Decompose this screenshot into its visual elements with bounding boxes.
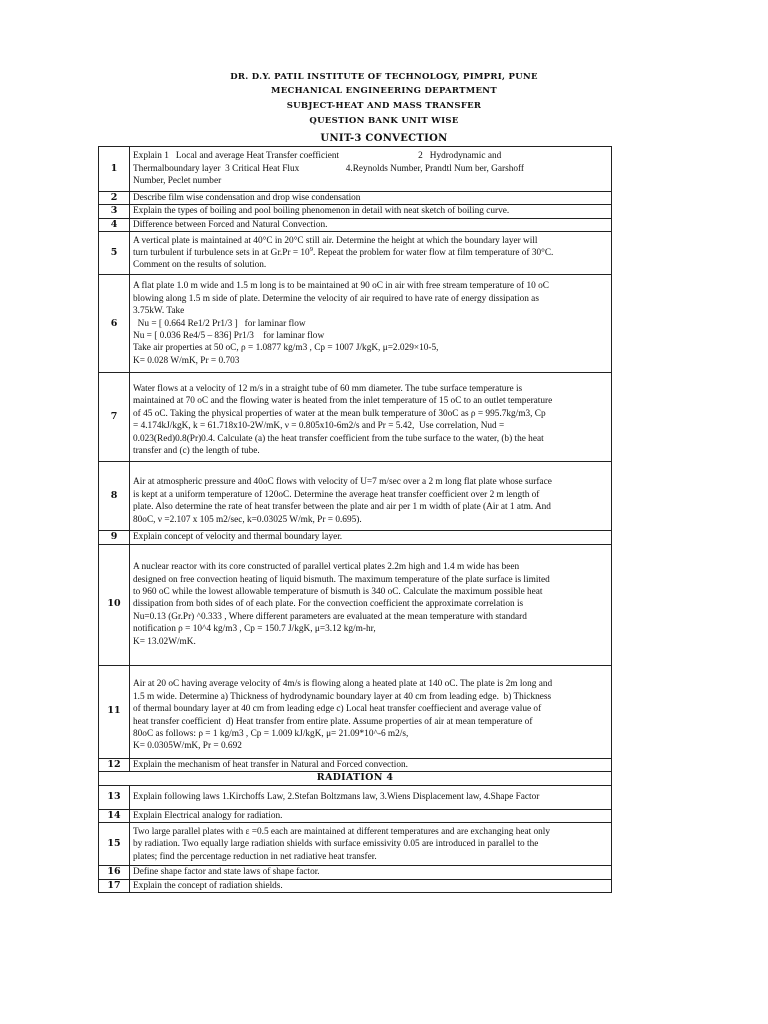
question-row — [99, 218, 612, 231]
question-text-line: Nu=0.13 (Gr.Pr) ^0.333 , Where different parameters are evaluated at the mean temperature with standard — [133, 611, 527, 622]
exponent: 9 — [309, 245, 313, 253]
question-text — [130, 232, 612, 275]
question-text-line: Explain Electrical analogy for radiation. — [133, 811, 283, 822]
question-text-line: plate. Also determine the rate of heat transfer between the plate and air per 1 m width of plate (Air at 1 atm. And — [133, 502, 551, 513]
question-row — [99, 205, 612, 218]
question-number: 6 — [99, 275, 130, 373]
question-text-line: 1.5 m wide. Determine a) Thickness of hydrodynamic boundary layer at 40 cm from leading edge. b) Thickness — [133, 691, 552, 702]
question-text — [130, 866, 612, 879]
question-number: 16 — [99, 866, 130, 879]
question-text — [130, 373, 612, 462]
question-text-line: A flat plate 1.0 m wide and 1.5 m long is to be maintained at 90 oC in air with free stream temperature of 10 oC — [133, 281, 549, 292]
subject-name: SUBJECT-HEAT AND MASS TRANSFER — [286, 101, 482, 111]
question-number: 5 — [99, 232, 130, 275]
question-text-line: is kept at a uniform temperature of 120oC. Determine the average heat transfer coefficient over 2 m length of — [133, 489, 540, 500]
question-row — [99, 462, 612, 531]
question-number: 9 — [99, 531, 130, 544]
question-text — [130, 758, 612, 771]
question-text-line — [133, 247, 608, 259]
question-text-line: notification ρ = 10^4 kg/m3 , Cp = 150.7 J/kgK, μ=3.12 kg/m-hr, — [133, 624, 376, 635]
question-row — [99, 810, 612, 823]
question-text-line: of thermal boundary layer at 40 cm from leading edge c) Local heat transfer coeffiecient and average value of — [133, 704, 542, 715]
institute-name: DR. D.Y. PATIL INSTITUTE OF TECHNOLOGY, PIMPRI, PUNE — [230, 72, 538, 82]
question-text — [130, 205, 612, 218]
question-text-line: 3.75kW. Take — [133, 306, 185, 317]
question-text — [130, 823, 612, 866]
question-number: 12 — [99, 758, 130, 771]
question-text-line: Describe film wise condensation and drop wise condensation — [133, 193, 361, 203]
question-text-line: Explain the concept of radiation shields. — [133, 880, 283, 891]
question-text-line: = 4.174kJ/kgK, k = 61.718x10-2W/mK, ν = 0.805x10-6m2/s and Pr = 5.42, Use correlation, Nud = — [133, 421, 505, 432]
question-bank-title: QUESTION BANK UNIT WISE — [309, 116, 459, 126]
question-text-line: A nuclear reactor with its core constructed of parallel vertical plates 2.2m high and 1.4 m wide has been — [133, 562, 520, 573]
question-text-line: 80oC as follows: ρ = 1 kg/m3 , Cp = 1.009 kJ/kgK, μ= 21.09*10^-6 m2/s, — [133, 729, 409, 740]
question-text — [130, 147, 612, 192]
question-text-line: Comment on the results of solution. — [133, 260, 267, 271]
question-text-line: Difference between Forced and Natural Convection. — [133, 219, 328, 230]
question-number: 17 — [99, 879, 130, 892]
question-text-line: Two large parallel plates with ε =0.5 each are maintained at different temperatures and are exchanging heat only — [133, 826, 551, 837]
question-text-line: Explain 1 Local and average Heat Transfer coefficient 2 Hydrodynamic and — [133, 151, 502, 162]
unit-4-title: RADIATION 4 — [99, 772, 612, 786]
question-row — [99, 275, 612, 373]
question-row — [99, 758, 612, 771]
question-text-line: Air at atmospheric pressure and 40oC flows with velocity of U=7 m/sec over a 2 m long flat plate whose surface — [133, 477, 552, 488]
question-text-line: by radiation. Two equally large radiation shields with surface emissivity 0.05 are introduced in parallel to the — [133, 839, 539, 850]
unit-3-questions — [99, 147, 612, 772]
question-number: 8 — [99, 462, 130, 531]
question-row — [99, 665, 612, 758]
question-text-line: Explain the mechanism of heat transfer in Natural and Forced convection. — [133, 759, 408, 770]
question-text — [130, 275, 612, 373]
question-text-line: K= 13.02W/mK. — [133, 636, 196, 647]
question-text-line: dissipation from both sides of of each plate. For the convection coefficient the approximate correlation is — [133, 599, 524, 610]
question-table — [98, 146, 612, 893]
question-row — [99, 879, 612, 892]
question-number: 13 — [99, 786, 130, 810]
question-text-line: Thermalboundary layer 3 Critical Heat Flux 4.Reynolds Number, Prandtl Num ber, Garshoff — [133, 163, 525, 174]
question-row — [99, 823, 612, 866]
question-text-line: of 45 oC. Taking the physical properties of water at the mean bulk temperature of 30oC as ρ = 995.7kg/m3, Cp — [133, 408, 546, 419]
question-row — [99, 786, 612, 810]
question-text — [130, 810, 612, 823]
question-text-line: A vertical plate is maintained at 40°C in 20°C still air. Determine the height at which the boundary layer will — [133, 235, 538, 246]
question-row — [99, 373, 612, 462]
question-row — [99, 544, 612, 665]
question-text-line: plates; find the percentage reduction in net radiative heat transfer. — [133, 851, 377, 862]
department-name: MECHANICAL ENGINEERING DEPARTMENT — [271, 86, 497, 96]
question-text-line: 0.023(Red)0.8(Pr)0.4. Calculate (a) the heat transfer coefficient from the tube surface to the water, (b) the heat — [133, 433, 544, 444]
question-text-line: Explain concept of velocity and thermal boundary layer. — [133, 532, 343, 543]
question-text — [130, 879, 612, 892]
question-row — [99, 232, 612, 275]
question-text — [130, 218, 612, 231]
question-text-line: Number, Peclet number — [133, 176, 222, 187]
question-row — [99, 866, 612, 879]
section-row — [99, 772, 612, 786]
question-text — [130, 544, 612, 665]
question-text-line: Nu = [ 0.664 Re1/2 Pr1/3 ] for laminar flow — [133, 318, 306, 329]
question-text-part: . Repeat the problem for water flow at film temperature of 30°C. — [312, 248, 554, 259]
question-text — [130, 192, 612, 205]
question-row — [99, 192, 612, 205]
unit-3-title: UNIT-3 CONVECTION — [320, 133, 448, 144]
question-number: 15 — [99, 823, 130, 866]
question-text-line: Air at 20 oC having average velocity of 4m/s is flowing along a heated plate at 140 oC. The plate is 2m long and — [133, 679, 553, 690]
question-text — [130, 786, 612, 810]
question-text-line: blowing along 1.5 m side of plate. Determine the velocity of air required to have rate of energy dissipation as — [133, 293, 539, 304]
question-text-line: designed on free convection heating of liquid bismuth. The maximum temperature of the plate surface is limited — [133, 574, 550, 585]
question-text-line: Take air properties at 50 oC, ρ = 1.0877 kg/m3 , Cp = 1007 J/kgK, μ=2.029×10-5, — [133, 343, 439, 354]
question-number: 11 — [99, 665, 130, 758]
question-text-line: Water flows at a velocity of 12 m/s in a straight tube of 60 mm diameter. The tube surface temperature is — [133, 384, 523, 394]
question-text-line: to 960 oC while the lowest allowable temperature of bismuth is 340 oC. Calculate the maximum possible heat — [133, 587, 543, 598]
question-number: 10 — [99, 544, 130, 665]
question-text-line: transfer and (c) the length of tube. — [133, 446, 260, 457]
question-text-line: Define shape factor and state laws of shape factor. — [133, 867, 320, 878]
question-text-line: Nu = [ 0.036 Re4/5 – 836] Pr1/3 for laminar flow — [133, 330, 325, 341]
question-text-line: maintained at 70 oC and the flowing water is heated from the inlet temperature of 15 oC to an outlet temperature — [133, 396, 553, 407]
question-number: 1 — [99, 147, 130, 192]
question-text-line: 80oC, ν =2.107 x 105 m2/sec, k=0.03025 W/mk, Pr = 0.695). — [133, 514, 362, 525]
question-text — [130, 665, 612, 758]
question-text-line: Explain following laws 1.Kirchoffs Law, 2.Stefan Boltzmans law, 3.Wiens Displacement law, 4.Shape Factor — [133, 792, 540, 803]
question-row — [99, 147, 612, 192]
question-text-line: K= 0.0305W/mK, Pr = 0.692 — [133, 741, 242, 752]
question-text-part: turn turbulent if turbulence sets in at Gr.Pr = 10 — [133, 248, 310, 259]
question-number: 14 — [99, 810, 130, 823]
question-text — [130, 531, 612, 544]
question-number: 2 — [99, 192, 130, 205]
question-row — [99, 531, 612, 544]
unit-4-header — [99, 772, 612, 786]
question-text — [130, 462, 612, 531]
unit-4-questions — [99, 786, 612, 893]
question-text-line: Explain the types of boiling and pool boiling phenomenon in detail with neat sketch of boiling curve. — [133, 206, 510, 217]
question-text-line: K= 0.028 W/mK, Pr = 0.703 — [133, 355, 240, 366]
question-number: 4 — [99, 218, 130, 231]
question-text-line: heat transfer coefficient d) Heat transfer from entire plate. Assume properties of air at mean temperature of — [133, 716, 533, 727]
question-number: 3 — [99, 205, 130, 218]
question-number: 7 — [99, 373, 130, 462]
